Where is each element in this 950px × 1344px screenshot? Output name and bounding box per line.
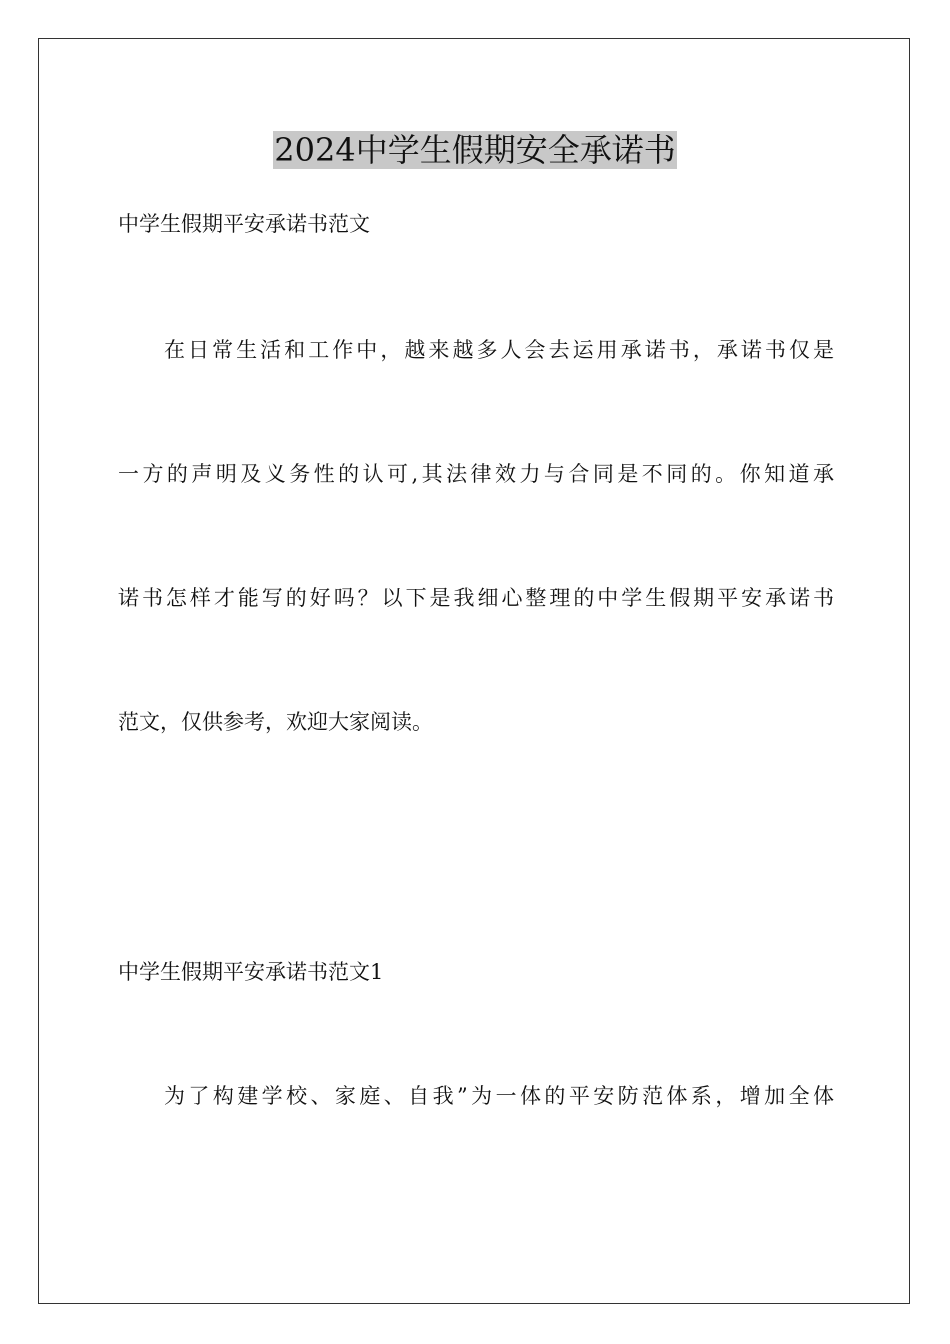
intro-line-4: 范文，仅供参考，欢迎大家阅读。	[118, 710, 433, 734]
intro-line-2: 一方的声明及义务性的认可,其法律效力与合同是不同的。你知道承	[118, 462, 834, 486]
document-subtitle: 中学生假期平安承诺书范文	[118, 212, 370, 236]
intro-line-3: 诺书怎样才能写的好吗？以下是我细心整理的中学生假期平安承诺书	[118, 586, 834, 610]
section-first-line: 为了构建学校、家庭、自我”为一体的平安防范体系，增加全体	[164, 1084, 834, 1108]
document-title-text: 2024中学生假期安全承诺书	[274, 131, 676, 169]
section-heading: 中学生假期平安承诺书范文1	[118, 960, 384, 984]
intro-line-1: 在日常生活和工作中，越来越多人会去运用承诺书，承诺书仅是	[164, 338, 834, 362]
document-title	[0, 128, 950, 172]
